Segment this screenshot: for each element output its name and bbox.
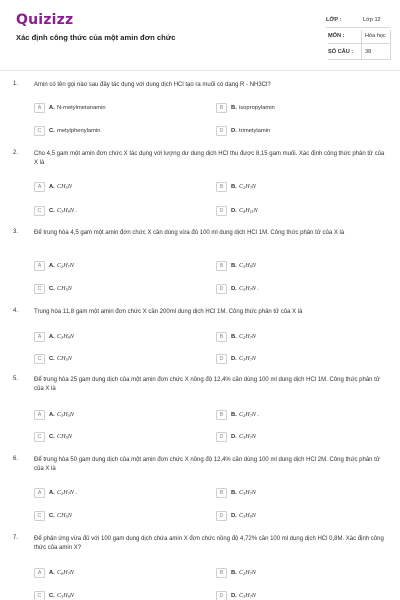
option-text: $C_3H_7N$ xyxy=(239,592,256,600)
meta-row-subject xyxy=(328,30,390,44)
option-letter-box: A xyxy=(34,261,45,271)
option-letter-box: D xyxy=(216,126,227,136)
answer-option-b[interactable] xyxy=(216,487,376,499)
question-text: Để trung hòa 4,5 gam một amin đơn chức X cần dùng vừa đủ 100 ml dung dịch HCl 1M. Công thức phân tử của X là xyxy=(34,230,345,236)
meta-label: MÔN : xyxy=(328,33,345,39)
question-number: 5. xyxy=(13,376,19,382)
option-text: $C_3H_9N$ xyxy=(239,512,256,520)
option-letter: D. xyxy=(231,285,237,292)
question-text: Để trung hòa 25 gam dung dịch của một amin đơn chức X nồng độ 12,4% cần dùng 100 ml dung dịch HCl 1M. Công thức phân tử của X là xyxy=(34,377,380,392)
option-text: $CH_5N$ xyxy=(57,512,72,520)
option-letter: D. xyxy=(231,592,237,599)
option-text: $C_3H_9N$ xyxy=(57,333,74,341)
answer-option-b[interactable] xyxy=(216,409,376,421)
option-letter: A. xyxy=(49,333,55,340)
option-letter: B. xyxy=(231,333,237,340)
option-letter: A. xyxy=(49,104,55,111)
header-divider xyxy=(0,70,400,71)
option-text: $CH_5N$ xyxy=(57,285,72,293)
answer-option-b[interactable] xyxy=(216,331,376,343)
option-text: isopropylamin xyxy=(239,104,275,111)
option-letter: D. xyxy=(231,355,237,362)
option-letter: B. xyxy=(231,262,237,269)
option-letter-box: C xyxy=(34,432,45,442)
option-letter-box: A xyxy=(34,568,45,578)
option-text: $C_2H_7N$ . xyxy=(239,411,260,419)
option-letter-box: C xyxy=(34,206,45,216)
option-letter: D. xyxy=(231,207,237,214)
answer-option-b[interactable] xyxy=(216,567,376,579)
option-letter: C. xyxy=(49,127,55,134)
option-text: $C_3H_7N$ xyxy=(239,355,256,363)
option-letter-box: D xyxy=(216,284,227,294)
option-letter: C. xyxy=(49,207,55,214)
meta-row-class xyxy=(326,14,390,28)
answer-option-a[interactable] xyxy=(34,102,194,114)
option-letter-box: A xyxy=(34,410,45,420)
question-text: Trung hòa 11,8 gam một amin đơn chức X cần 200ml dung dịch HCl 1M. Công thức phân tử của X là xyxy=(34,309,303,315)
answer-option-c[interactable] xyxy=(34,283,194,295)
option-letter: C. xyxy=(49,512,55,519)
meta-value: Lớp 12 xyxy=(363,17,381,23)
answer-option-b[interactable] xyxy=(216,260,376,272)
option-letter: B. xyxy=(231,411,237,418)
option-text: $C_2H_7N$ xyxy=(57,262,74,270)
question-number: 4. xyxy=(13,308,19,314)
answer-option-b[interactable] xyxy=(216,102,376,114)
answer-option-c[interactable] xyxy=(34,125,194,137)
option-letter-box: B xyxy=(216,488,227,498)
option-text: $C_4H_{11}N$ xyxy=(239,207,258,215)
answer-option-d[interactable] xyxy=(216,283,376,295)
option-text: $C_2H_7N$ xyxy=(239,333,256,341)
option-letter-box: D xyxy=(216,354,227,364)
answer-option-a[interactable] xyxy=(34,567,194,579)
option-text: $C_3H_7N$ xyxy=(239,433,256,441)
answer-option-c[interactable] xyxy=(34,590,194,600)
option-letter-box: B xyxy=(216,568,227,578)
option-letter-box: B xyxy=(216,332,227,342)
option-text: $C_3H_9N$ xyxy=(239,262,256,270)
option-letter: D. xyxy=(231,512,237,519)
option-letter: C. xyxy=(49,592,55,599)
option-text: trimetylamin xyxy=(239,127,271,134)
answer-option-d[interactable] xyxy=(216,431,376,443)
answer-option-c[interactable] xyxy=(34,431,194,443)
option-letter-box: A xyxy=(34,332,45,342)
option-text: $C_3H_9N$ xyxy=(57,592,74,600)
option-text: metylphenylamin xyxy=(57,127,101,134)
option-letter-box: C xyxy=(34,284,45,294)
option-letter-box: A xyxy=(34,182,45,192)
meta-label: LỚP : xyxy=(326,17,342,23)
question-number: 7. xyxy=(13,535,19,541)
meta-label: SỐ CÂU : xyxy=(328,49,354,55)
option-text: $C_3H_7N$ xyxy=(239,489,256,497)
meta-value: 38 xyxy=(365,49,372,55)
option-letter-box: C xyxy=(34,511,45,521)
answer-option-c[interactable] xyxy=(34,510,194,522)
option-letter-box: D xyxy=(216,591,227,600)
question-number: 6. xyxy=(13,456,19,462)
option-letter-box: A xyxy=(34,488,45,498)
option-letter-box: A xyxy=(34,103,45,113)
option-text: $CH_5N$ xyxy=(57,433,72,441)
option-text: $CH_5N$ xyxy=(57,355,72,363)
option-letter: B. xyxy=(231,489,237,496)
answer-option-c[interactable] xyxy=(34,205,194,217)
answer-option-a[interactable] xyxy=(34,487,194,499)
question-text: Amin có tên gọi nào sau đây tác dụng với dung dịch HCl tạo ra muối có dạng R - NH3Cl? xyxy=(34,82,271,88)
answer-option-c[interactable] xyxy=(34,353,194,365)
answer-option-d[interactable] xyxy=(216,125,376,137)
option-text: $CH_5N$ xyxy=(57,183,72,191)
option-letter-box: D xyxy=(216,511,227,521)
option-letter-box: D xyxy=(216,206,227,216)
answer-option-d[interactable] xyxy=(216,510,376,522)
option-letter: B. xyxy=(231,183,237,190)
answer-option-b[interactable] xyxy=(216,181,376,193)
option-letter: A. xyxy=(49,262,55,269)
option-text: N-metylmetanamin xyxy=(57,104,106,111)
option-letter: D. xyxy=(231,433,237,440)
question-number: 1. xyxy=(13,81,19,87)
option-letter-box: C xyxy=(34,591,45,600)
answer-option-a[interactable] xyxy=(34,260,194,272)
question-text: Để trung hòa 50 gam dung dịch của một amin đơn chức X nồng độ 12,4% cần dùng 100 ml dung dịch HCl 2M. Công thức phân tử của X là xyxy=(34,457,380,472)
option-letter-box: C xyxy=(34,354,45,364)
option-letter-box: B xyxy=(216,410,227,420)
question-number: 2. xyxy=(13,150,19,156)
option-letter: C. xyxy=(49,355,55,362)
option-text: $C_6H_7N$ xyxy=(57,569,74,577)
answer-option-a[interactable] xyxy=(34,181,194,193)
option-text: $C_3H_9N$ . xyxy=(57,207,78,215)
option-letter-box: D xyxy=(216,432,227,442)
option-letter-box: B xyxy=(216,182,227,192)
option-letter: A. xyxy=(49,411,55,418)
option-text: $C_2H_7N$ xyxy=(239,569,256,577)
option-letter: A. xyxy=(49,569,55,576)
option-letter-box: C xyxy=(34,126,45,136)
option-text: $C_2H_7N$ xyxy=(239,183,256,191)
answer-option-a[interactable] xyxy=(34,331,194,343)
option-letter: A. xyxy=(49,183,55,190)
worksheet-header xyxy=(0,0,400,66)
question-text: Cho 4,5 gam một amin đơn chức X tác dụng với lượng dư dung dịch HCl thu được 8,15 gam muối. Xác định công thức phân tử của X là xyxy=(34,151,385,166)
answer-option-a[interactable] xyxy=(34,409,194,421)
question-text: Để phản ứng vừa đủ với 100 gam dung dịch chứa amin X đơn chức nồng độ 4,72% cần 100 ml dung dịch HCl 0,8M. Xác định công thức của amin X? xyxy=(34,536,384,551)
option-letter: D. xyxy=(231,127,237,134)
option-letter: C. xyxy=(49,433,55,440)
option-letter: A. xyxy=(49,489,55,496)
answer-option-d[interactable] xyxy=(216,205,376,217)
answer-option-d[interactable] xyxy=(216,353,376,365)
answer-option-d[interactable] xyxy=(216,590,376,600)
option-letter: C. xyxy=(49,285,55,292)
option-text: $C_2H_7N$ . xyxy=(57,489,78,497)
worksheet-title: Xác định công thức của một amin đơn chức xyxy=(16,33,176,42)
meta-row-count xyxy=(328,46,390,60)
option-text: $C_3H_5N$ xyxy=(57,411,74,419)
option-letter: B. xyxy=(231,569,237,576)
option-letter-box: B xyxy=(216,261,227,271)
option-text: $C_3H_7N$ . xyxy=(239,285,260,293)
option-letter-box: B xyxy=(216,103,227,113)
meta-value: Hóa học xyxy=(365,33,386,39)
option-letter: B. xyxy=(231,104,237,111)
question-number: 3. xyxy=(13,229,19,235)
quizizz-logo: Quizizz xyxy=(16,12,74,28)
